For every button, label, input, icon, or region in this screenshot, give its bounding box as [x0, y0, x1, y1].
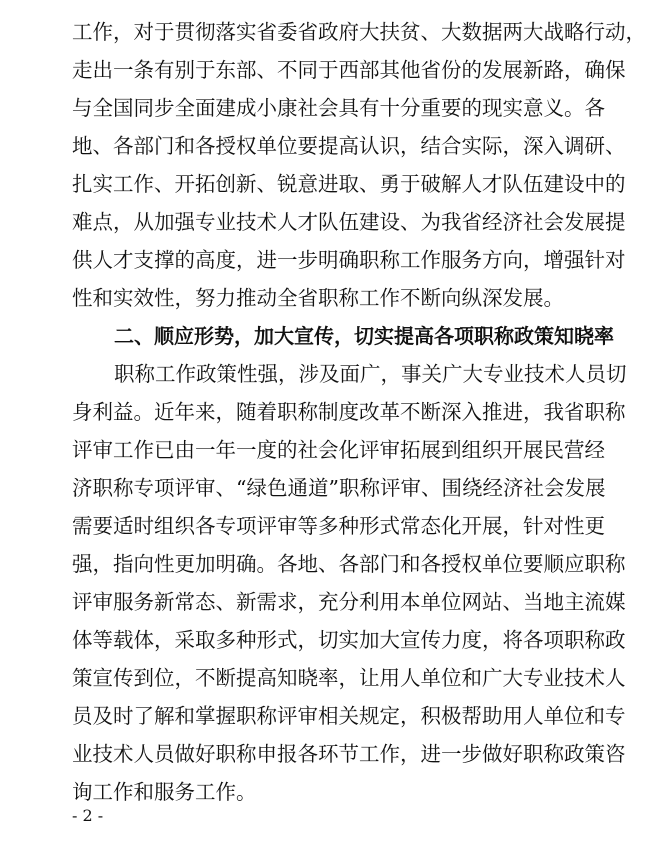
section-heading: 二、顺应形势，加大宣传，切实提高各项职称政策知晓率: [114, 324, 614, 348]
paragraph-1-line: 走出一条有别于东部、不同于西部其他省份的发展新路，确保: [72, 58, 626, 82]
paragraph-1-line: 难点，从加强专业技术人才队伍建设、为我省经济社会发展提: [72, 210, 626, 234]
paragraph-1-line: 性和实效性，努力推动全省职称工作不断向纵深发展。: [72, 286, 564, 310]
paragraph-2-line: 评审工作已由一年一度的社会化评审拓展到组织开展民营经: [72, 438, 605, 462]
paragraph-1-line: 地、各部门和各授权单位要提高认识，结合实际，深入调研、: [72, 134, 626, 158]
paragraph-2-line: 业技术人员做好职称申报各环节工作，进一步做好职称政策咨: [72, 742, 626, 766]
paragraph-1-line: 与全国同步全面建成小康社会具有十分重要的现实意义。各: [72, 96, 605, 120]
paragraph-1-line: 扎实工作、开拓创新、锐意进取、勇于破解人才队伍建设中的: [72, 172, 626, 196]
paragraph-1-line: 工作，对于贯彻落实省委省政府大扶贫、大数据两大战略行动，: [72, 20, 646, 44]
paragraph-2-line: 济职称专项评审、“绿色通道”职称评审、围绕经济社会发展: [72, 476, 606, 500]
paragraph-2-line: 策宣传到位，不断提高知晓率，让用人单位和广大专业技术人: [72, 666, 626, 690]
paragraph-2-line: 员及时了解和掌握职称评审相关规定，积极帮助用人单位和专: [72, 704, 626, 728]
paragraph-2-line: 身利益。近年来，随着职称制度改革不断深入推进，我省职称: [72, 400, 626, 424]
paragraph-2-line: 强，指向性更加明确。各地、各部门和各授权单位要顺应职称: [72, 552, 626, 576]
paragraph-2-line: 评审服务新常态、新需求，充分利用本单位网站、当地主流媒: [72, 590, 626, 614]
paragraph-2-line: 需要适时组织各专项评审等多种形式常态化开展，针对性更: [72, 514, 605, 538]
paragraph-2-line: 体等载体，采取多种形式，切实加大宣传力度，将各项职称政: [72, 628, 626, 652]
page-number: - 2 -: [72, 806, 104, 825]
paragraph-1-line: 供人才支撑的高度，进一步明确职称工作服务方向，增强针对: [72, 248, 626, 272]
paragraph-2-line: 职称工作政策性强，涉及面广，事关广大专业技术人员切: [114, 362, 627, 386]
paragraph-2-line: 询工作和服务工作。: [72, 780, 257, 804]
